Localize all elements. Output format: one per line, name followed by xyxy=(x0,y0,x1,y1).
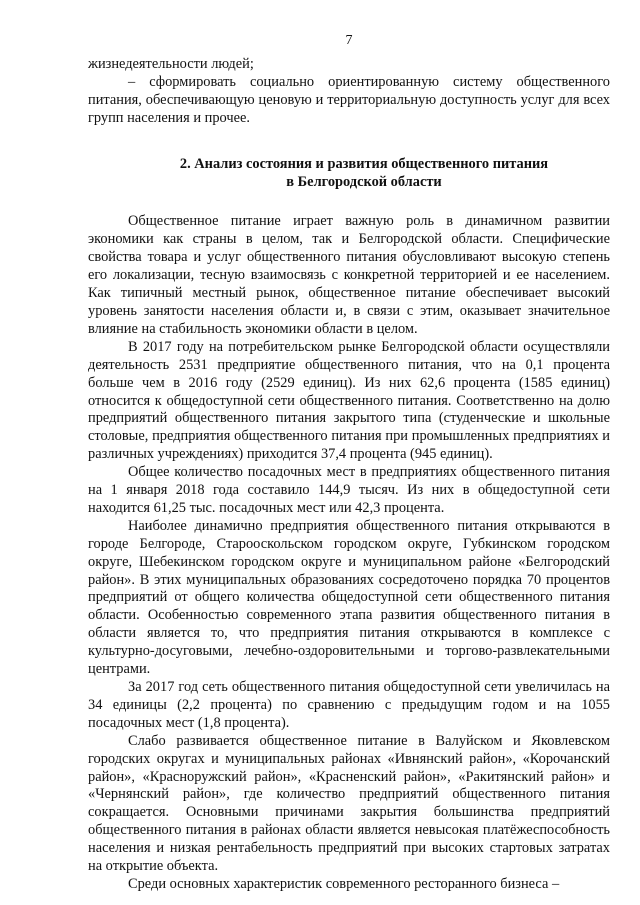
paragraph-5: За 2017 год сеть общественного питания общедоступной сети увеличилась на 34 единицы (2,2 процента) по сравнению с предыдущим годом и на 1055 посадочных мест (1,8 процента). xyxy=(88,679,610,731)
paragraph-3: Общее количество посадочных мест в предприятиях общественного питания на 1 января 2018 года составило 144,9 тысяч. Из них в общедоступной сети находится 61,25 тыс. посадочных мест или 42,3 процента. xyxy=(88,464,610,516)
intro-list-item: – сформировать социально ориентированную систему общественного питания, обеспечивающую ценовую и территориальную доступность услуг для всех групп населения и прочее. xyxy=(88,73,610,126)
page-number: 7 xyxy=(345,33,353,48)
section-heading xyxy=(88,156,610,192)
paragraph-7: Среди основных характеристик современного ресторанного бизнеса – xyxy=(128,875,560,892)
section-heading-line-1: 2. Анализ состояния и развития общественного питания xyxy=(179,155,549,172)
section-heading-line-2: в Белгородской области xyxy=(286,173,442,190)
paragraph-4: Наиболее динамично предприятия общественного питания открываются в городе Белгороде, Старооскольском городском округе, Губкинском городском округе, Шебекинском городском округе и муниципальном районе «Белгородский район». В этих муниципальных образованиях сосредоточено порядка 70 процентов предприятий от общего количества общедоступной сети общественного питания области. Особенностью современного этапа развития общественного питания в области является то, что предприятия питания открываются в комплексе с культурно-досуговыми, лечебно-оздоровительными и торгово-развлекательными центрами. xyxy=(88,517,610,678)
paragraph-1: Общественное питание играет важную роль в динамичном развитии экономики как страны в целом, так и Белгородской области. Специфические свойства товара и услуг общественного питания обусловливают высокую степень его локализации, тесную взаимосвязь с конкретной территорией и ее населением. Как типичный местный рынок, общественное питание обеспечивает высокий уровень занятости населения области и, в связи с этим, оказывает значительное влияние на стабильность экономики области в целом. xyxy=(88,213,610,337)
paragraph-2: В 2017 году на потребительском рынке Белгородской области осуществляли деятельность 2531 предприятие общественного питания, что на 0,1 процента больше чем в 2016 году (2529 единиц). Из них 62,6 процента (1585 единиц) относится к общедоступной сети общественного питания. Соответственно на долю предприятий общественного питания закрытого типа (студенческие и школьные столовые, предприятия общественного питания при промышленных предприятиях и различных учреждениях) приходится 37,4 процента (945 единиц). xyxy=(88,338,610,463)
document-body xyxy=(88,56,610,894)
paragraph-6: Слабо развивается общественное питание в Валуйском и Яковлевском городских округах и муниципальных районах «Ивнянский район», «Корочанский район», «Красноружский район», «Красненский район», «Ракитянский район» и «Чернянский район», где количество предприятий общественного питания сокращается. Основными причинами закрытия большинства предприятий общественного питания в районах области является невысокая платёжеспособность населения и низкая рентабельность предприятий при высоких стартовых затратах на открытие объекта. xyxy=(88,732,610,875)
intro-line: жизнедеятельности людей; xyxy=(88,56,254,72)
